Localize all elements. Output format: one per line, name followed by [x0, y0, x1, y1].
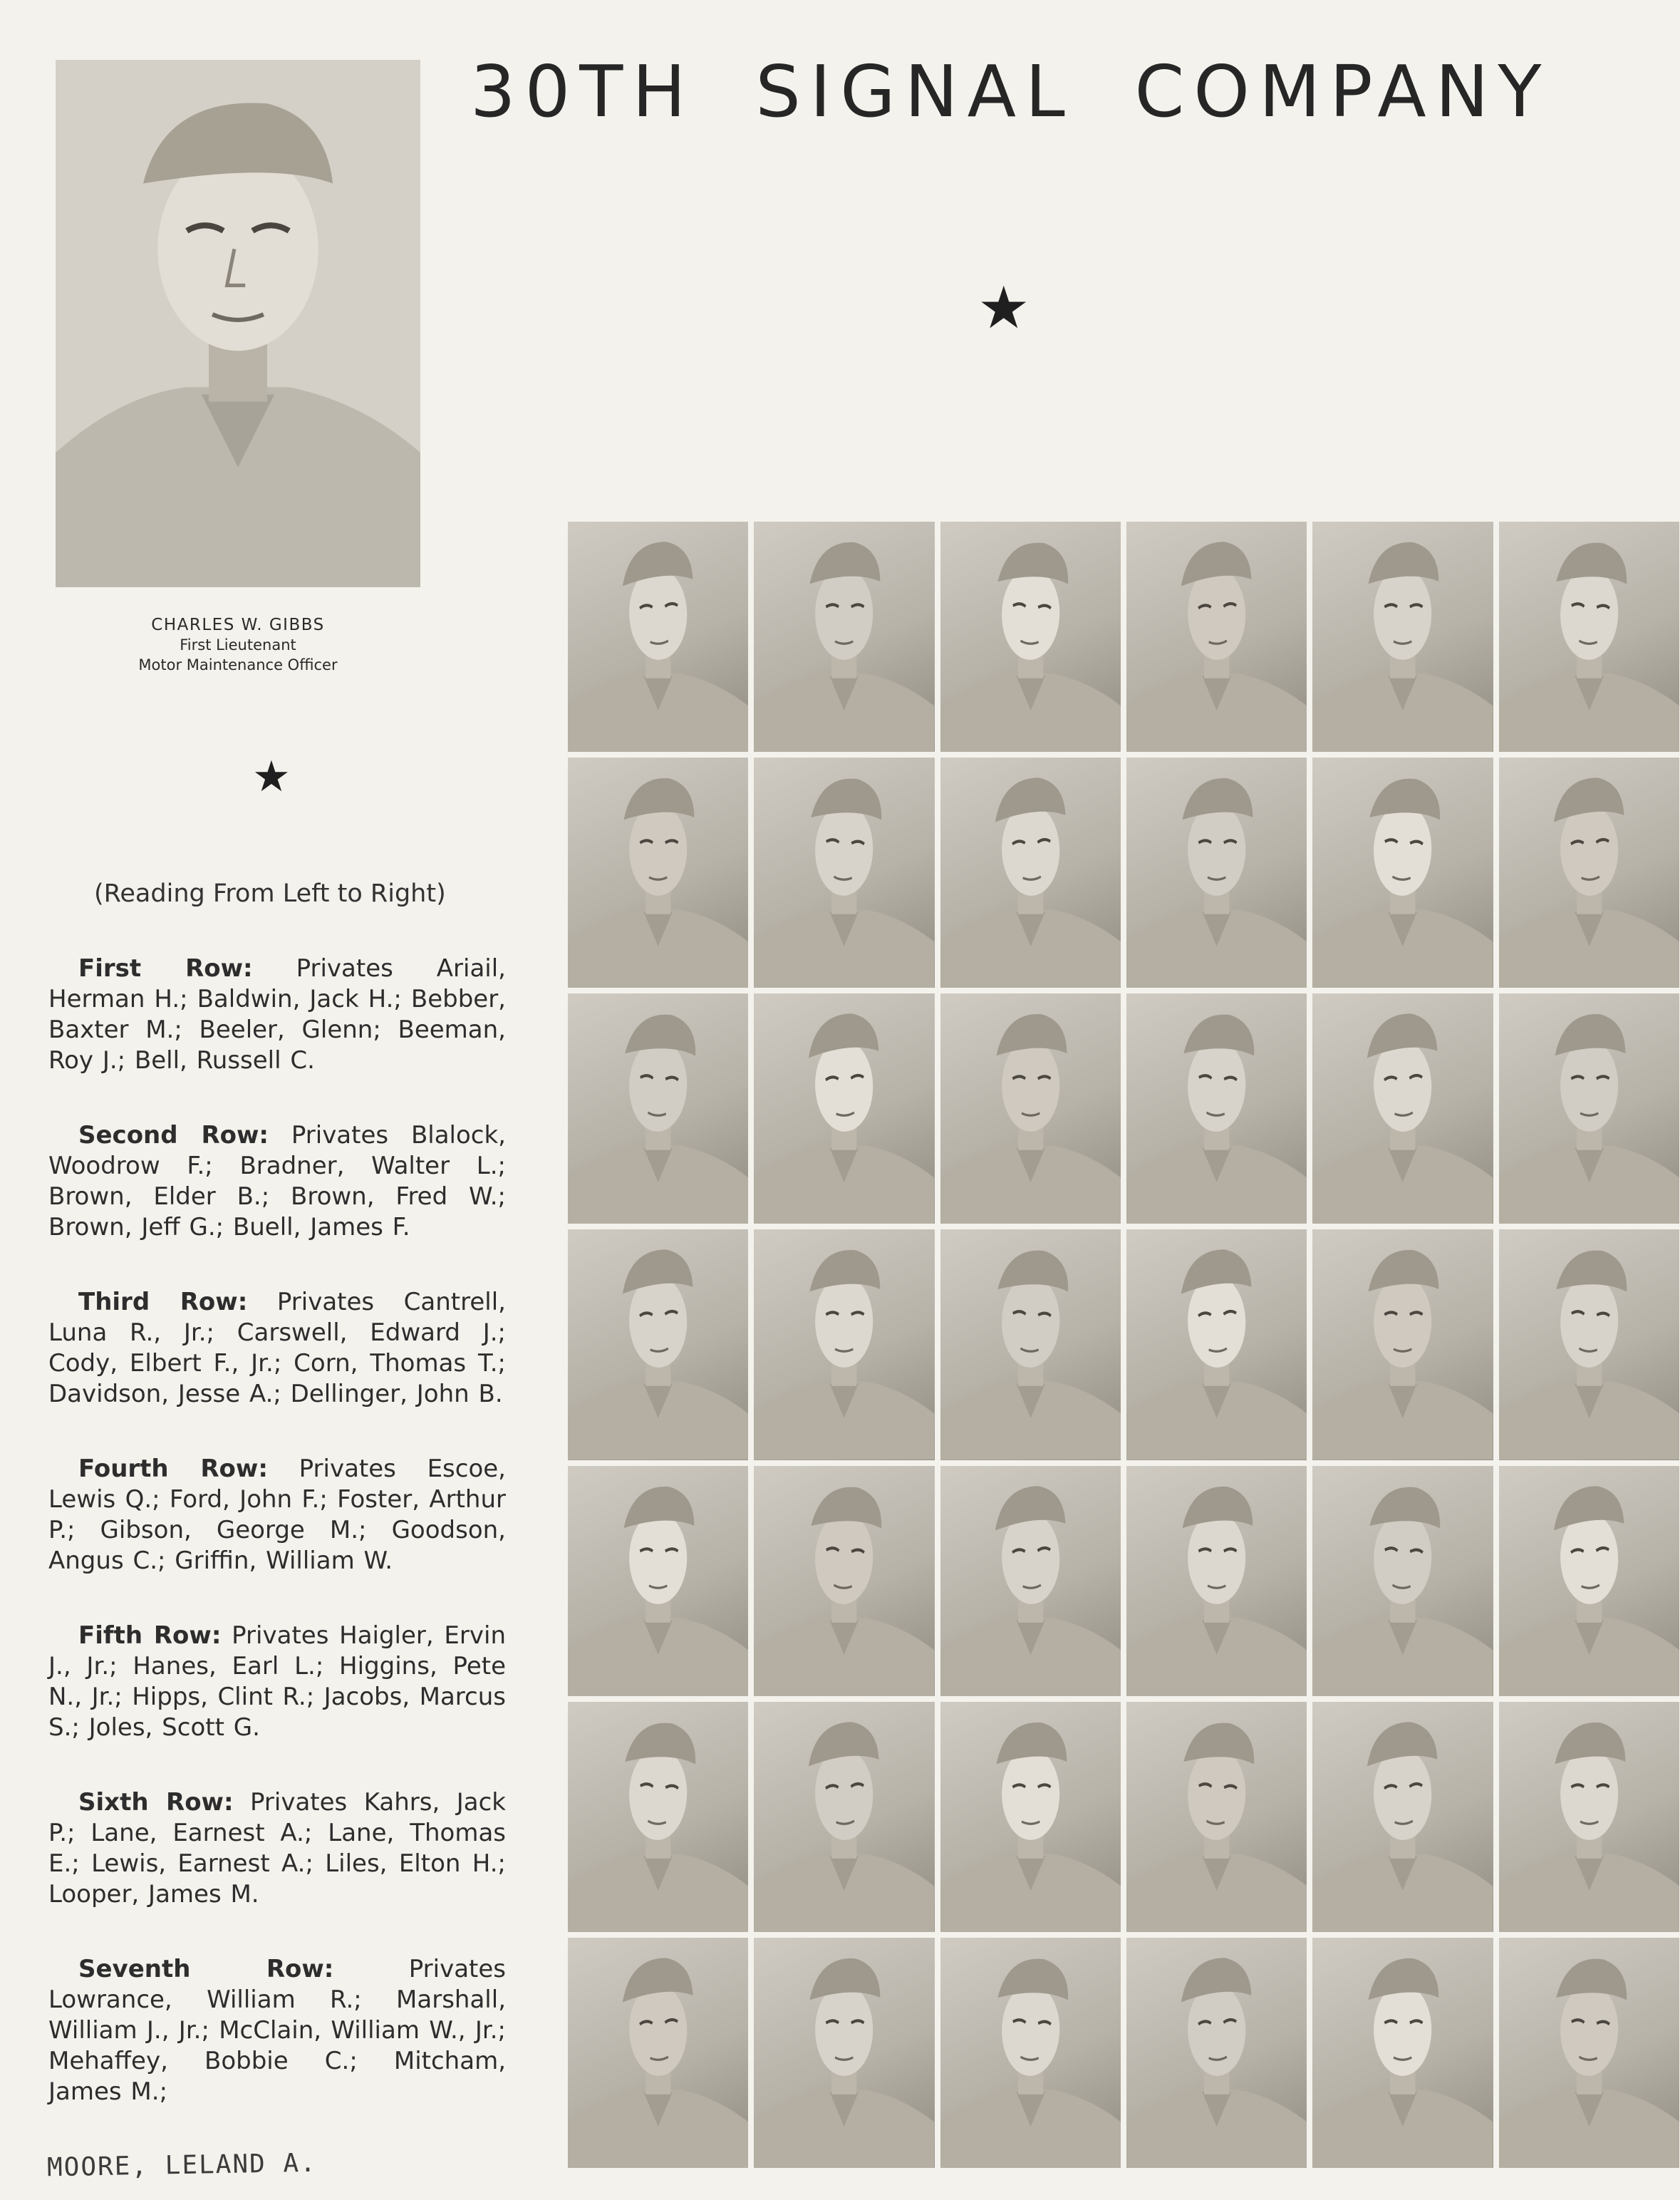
soldier-portrait	[1126, 1702, 1307, 1932]
soldier-portrait	[1126, 1466, 1307, 1696]
soldier-portrait	[1499, 993, 1679, 1224]
officer-portrait	[56, 60, 420, 587]
soldier-portrait	[754, 522, 934, 752]
soldier-portrait	[754, 993, 934, 1224]
soldier-portrait	[1499, 522, 1679, 752]
soldier-portrait	[568, 993, 748, 1224]
soldier-portrait	[940, 1229, 1121, 1460]
officer-caption	[56, 614, 420, 676]
soldier-portrait	[1312, 1702, 1493, 1932]
soldier-portrait	[754, 1229, 934, 1460]
soldier-portrait	[940, 758, 1121, 988]
roster-row-1: First Row: Privates Ariail, Herman H.; Baldwin, Jack H.; Bebber, Baxter M.; Beeler, Glenn; Beeman, Roy J.; Bell, Russell C.	[48, 954, 506, 1075]
soldier-portrait	[1499, 1938, 1679, 2168]
handwritten-annotation: MOORE, LELAND A.	[46, 2148, 318, 2183]
roster-row-6: Sixth Row: Privates Kahrs, Jack P.; Lane, Earnest A.; Lane, Thomas E.; Lewis, Earnest A.; Liles, Elton H.; Looper, James M.	[48, 1788, 506, 1909]
soldier-portrait	[754, 1466, 934, 1696]
soldier-portrait	[1126, 1229, 1307, 1460]
soldier-portrait	[1126, 993, 1307, 1224]
soldier-portrait	[1312, 758, 1493, 988]
roster-row-4: Fourth Row: Privates Escoe, Lewis Q.; Ford, John F.; Foster, Arthur P.; Gibson, George M.; Goodson, Angus C.; Griffin, William W.	[48, 1455, 506, 1575]
roster-row-2: Second Row: Privates Blalock, Woodrow F.; Bradner, Walter L.; Brown, Elder B.; Brown, Fred W.; Brown, Jeff G.; Buell, James F.	[48, 1121, 506, 1241]
portrait-grid	[568, 522, 1679, 2168]
soldier-portrait	[1499, 1466, 1679, 1696]
roster-list	[48, 954, 506, 2152]
soldier-portrait	[1312, 522, 1493, 752]
soldier-portrait	[568, 1229, 748, 1460]
soldier-portrait	[568, 522, 748, 752]
soldier-portrait	[940, 1938, 1121, 2168]
soldier-portrait	[940, 1702, 1121, 1932]
officer-name: CHARLES W. GIBBS	[151, 616, 325, 634]
soldier-portrait	[568, 1702, 748, 1932]
soldier-portrait	[754, 1702, 934, 1932]
soldier-portrait	[568, 1466, 748, 1696]
soldier-portrait	[940, 993, 1121, 1224]
roster-row-7: Seventh Row: Privates Lowrance, William R.; Marshall, William J., Jr.; McClain, William W., Jr.; Mehaffey, Bobbie C.; Mitcham, James M.;	[48, 1955, 506, 2106]
soldier-portrait	[1312, 1229, 1493, 1460]
soldier-portrait	[1499, 758, 1679, 988]
soldier-portrait	[754, 758, 934, 988]
soldier-portrait	[1126, 1938, 1307, 2168]
soldier-portrait	[940, 1466, 1121, 1696]
soldier-portrait	[568, 758, 748, 988]
soldier-portrait	[940, 522, 1121, 752]
soldier-portrait	[1312, 993, 1493, 1224]
soldier-portrait	[1499, 1702, 1679, 1932]
soldier-portrait	[568, 1938, 748, 2168]
reading-order-note: (Reading From Left to Right)	[94, 879, 446, 908]
soldier-portrait	[1126, 522, 1307, 752]
soldier-portrait	[1312, 1466, 1493, 1696]
page-title: 30TH SIGNAL COMPANY	[470, 50, 1551, 133]
officer-role: Motor Maintenance Officer	[138, 656, 338, 674]
soldier-portrait	[1126, 758, 1307, 988]
soldier-portrait	[1312, 1938, 1493, 2168]
soldier-portrait	[754, 1938, 934, 2168]
star-icon: ★	[252, 752, 291, 802]
officer-rank: First Lieutenant	[180, 636, 296, 654]
star-icon: ★	[978, 274, 1030, 342]
soldier-portrait	[1499, 1229, 1679, 1460]
roster-row-5: Fifth Row: Privates Haigler, Ervin J., Jr.; Hanes, Earl L.; Higgins, Pete N., Jr.; Hipps, Clint R.; Jacobs, Marcus S.; Joles, Scott G.	[48, 1621, 506, 1742]
roster-row-3: Third Row: Privates Cantrell, Luna R., Jr.; Carswell, Edward J.; Cody, Elbert F., Jr.; Corn, Thomas T.; Davidson, Jesse A.; Dellinger, John B.	[48, 1288, 506, 1408]
